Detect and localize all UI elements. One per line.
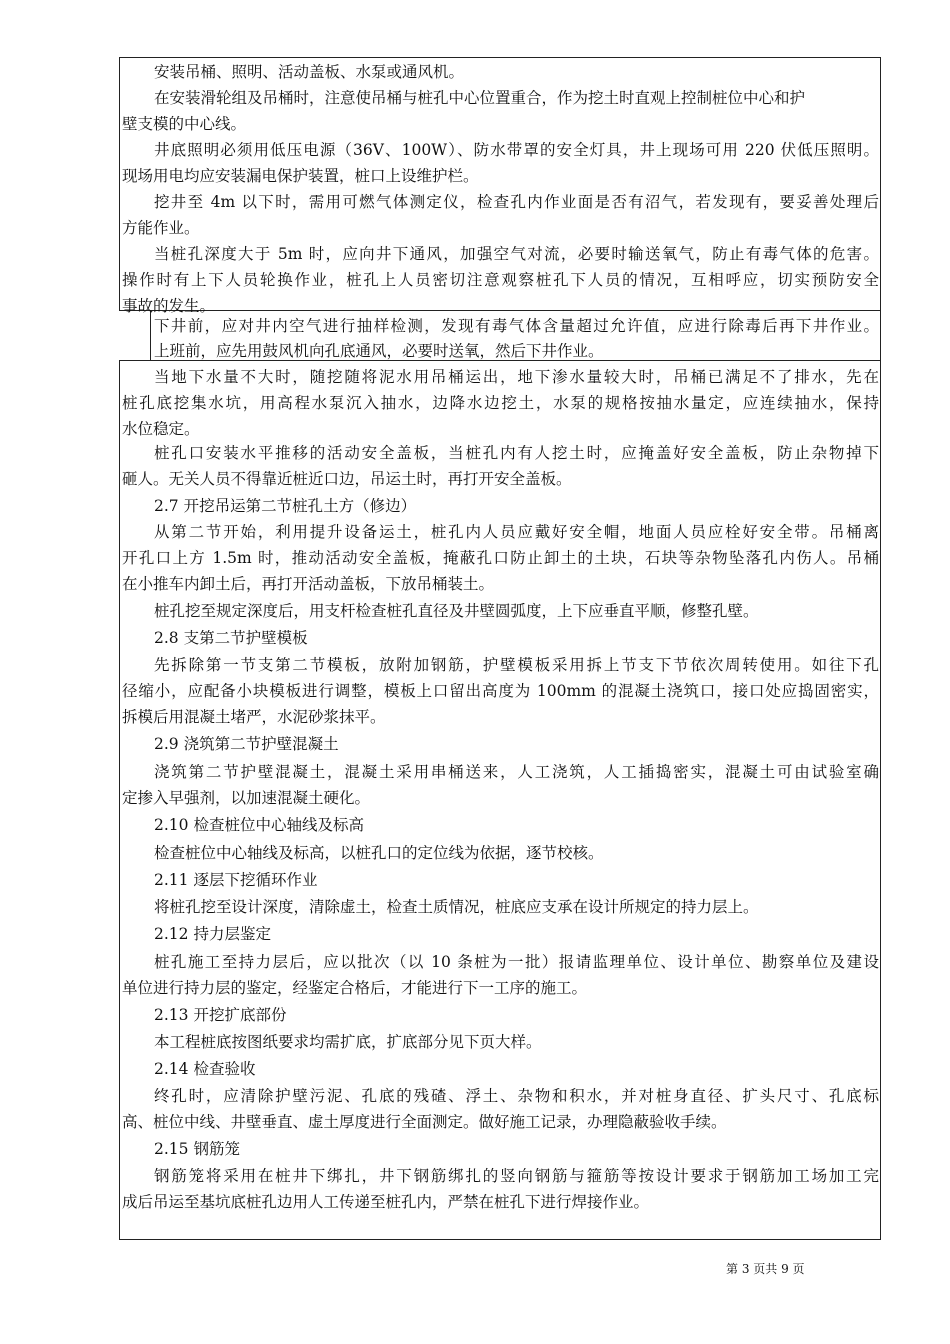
text-line: 2.13 开挖扩底部份 [154,1006,287,1024]
text-line: 2.11 逐层下挖循环作业 [154,871,318,889]
text-line: 定掺入早强剂，以加速混凝土硬化。 [122,789,371,807]
text-line: 壁支模的中心线。 [122,115,247,133]
text-line: 成后吊运至基坑底桩孔边用人工传递至桩孔内，严禁在桩孔下进行焊接作业。 [122,1193,650,1211]
text-line: 在安装滑轮组及吊桶时，注意使吊桶与桩孔中心位置重合，作为挖土时直观上控制桩位中心和护 [154,89,806,107]
text-line: 2.8 支第二节护壁模板 [154,629,308,647]
text-line: 上班前，应先用鼓风机向孔底通风，必要时送氧，然后下井作业。 [154,342,604,360]
text-line: 浇筑第二节护壁混凝土，混凝土采用串桶送来，人工浇筑，人工插捣密实，混凝土可由试验室确 [154,763,879,781]
text-line: 本工程桩底按图纸要求均需扩底，扩底部分见下页大样。 [154,1033,542,1051]
page-number: 第 3 页共 9 页 [726,1262,805,1276]
text-line: 开孔口上方 1.5m 时，推动活动安全盖板，掩蔽孔口防止卸土的土块，石块等杂物坠落孔内伤人。吊桶 [122,549,879,567]
text-line: 下井前，应对井内空气进行抽样检测，发现有毒气体含量超过允许值，应进行除毒后再下井作业。 [154,317,879,335]
text-line: 单位进行持力层的鉴定，经鉴定合格后，才能进行下一工序的施工。 [122,979,588,997]
text-line: 事故的发生。 [122,297,216,315]
text-line: 2.9 浇筑第二节护壁混凝土 [154,735,339,753]
text-line: 先拆除第一节支第二节模板，放附加钢筋，护壁模板采用拆上节支下节依次周转使用。如往下孔 [154,656,879,674]
text-line: 从第二节开始，利用提升设备运土，桩孔内人员应戴好安全帽，地面人员应栓好安全带。吊桶离 [154,523,879,541]
text-line: 将桩孔挖至设计深度，清除虚土，检查土质情况，桩底应支承在设计所规定的持力层上。 [154,898,759,916]
text-line: 2.15 钢筋笼 [154,1140,240,1158]
text-line: 桩孔施工至持力层后，应以批次（以 10 条桩为一批）报请监理单位、设计单位、勘察单位及建设 [154,953,879,971]
text-line: 终孔时，应清除护壁污泥、孔底的残碴、浮土、杂物和积水，并对桩身直径、扩头尺寸、孔底标 [154,1087,879,1105]
text-line: 挖井至 4m 以下时，需用可燃气体测定仪，检查孔内作业面是否有沼气，若发现有，要妥善处理后 [154,193,879,211]
text-line: 2.14 检查验收 [154,1060,256,1078]
text-line: 在小推车内卸土后，再打开活动盖板，下放吊桶装土。 [122,575,495,593]
text-line: 当桩孔深度大于 5m 时，应向井下通风，加强空气对流，必要时输送氧气，防止有毒气体的危害。 [154,245,879,263]
text-line: 井底照明必须用低压电源（36V、100W）、防水带罩的安全灯具，井上现场可用 220 伏低压照明。 [154,141,879,159]
text-line: 钢筋笼将采用在桩井下绑扎，井下钢筋绑扎的竖向钢筋与箍筋等按设计要求于钢筋加工场加工完 [154,1167,879,1185]
text-line: 桩孔挖至规定深度后，用支杆检查桩孔直径及井壁圆弧度，上下应垂直平顺，修整孔壁。 [154,602,759,620]
text-line: 径缩小，应配备小块模板进行调整，模板上口留出高度为 100mm 的混凝土浇筑口，接口处应捣固密实， [122,682,879,700]
text-line: 2.7 开挖吊运第二节桩孔土方（修边） [154,497,417,515]
text-line: 方能作业。 [122,219,200,237]
text-line: 桩孔口安装水平推移的活动安全盖板，当桩孔内有人挖土时，应掩盖好安全盖板，防止杂物掉下 [154,444,879,462]
text-line: 检查桩位中心轴线及标高，以桩孔口的定位线为依据，逐节校核。 [154,844,604,862]
text-line: 操作时有上下人员轮换作业，桩孔上人员密切注意观察桩孔下人员的情况，互相呼应，切实预防安全 [122,271,879,289]
text-line: 2.12 持力层鉴定 [154,925,271,943]
text-line: 桩孔底挖集水坑，用高程水泵沉入抽水，边降水边挖土，水泵的规格按抽水量定，应连续抽水，保持 [122,394,879,412]
text-line: 安装吊桶、照明、活动盖板、水泵或通风机。 [154,63,465,81]
text-line: 拆模后用混凝土堵严，水泥砂浆抹平。 [122,708,386,726]
text-line: 水位稳定。 [122,420,200,438]
text-line: 当地下水量不大时，随挖随将泥水用吊桶运出，地下渗水量较大时，吊桶已满足不了排水，先在 [154,368,879,386]
text-line: 现场用电均应安装漏电保护装置，桩口上设维护栏。 [122,167,479,185]
text-line: 高、桩位中线、井壁垂直、虚土厚度进行全面测定。做好施工记录，办理隐蔽验收手续。 [122,1113,727,1131]
text-line: 砸人。无关人员不得靠近桩近口边，吊运土时，再打开安全盖板。 [122,470,572,488]
text-line: 2.10 检查桩位中心轴线及标高 [154,816,364,834]
